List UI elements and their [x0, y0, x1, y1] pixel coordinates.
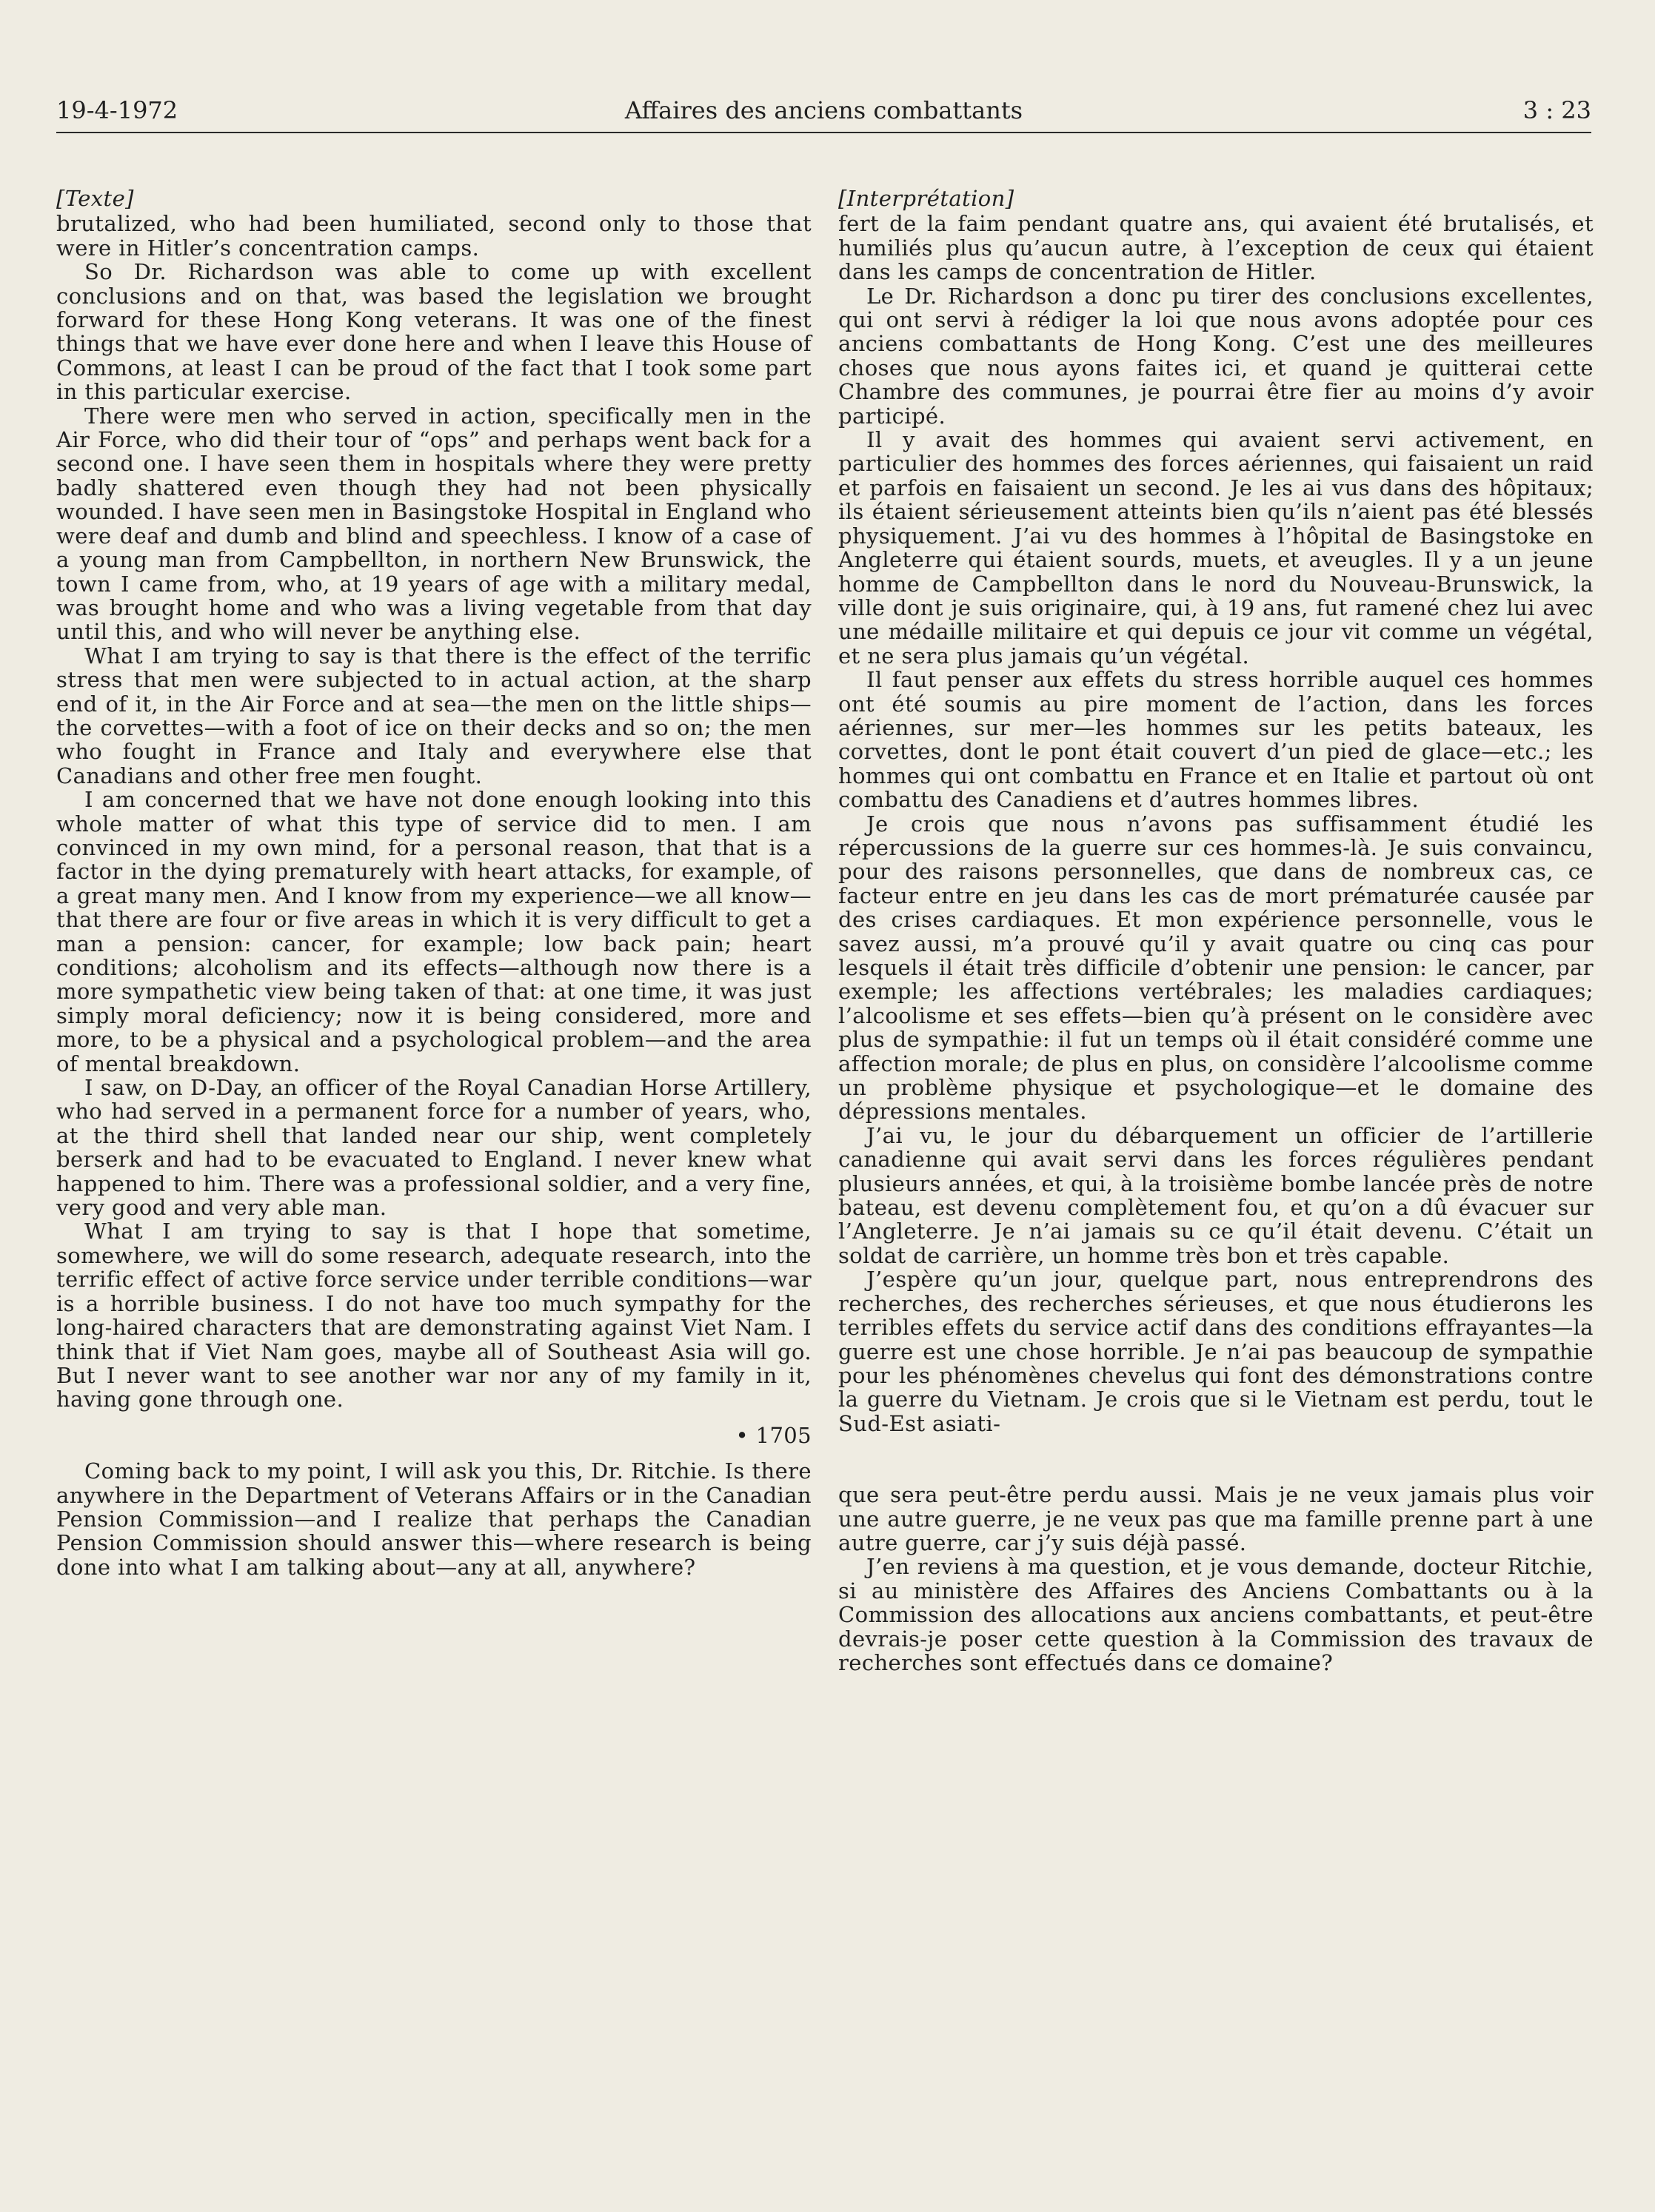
- header-date: 19-4-1972: [56, 96, 178, 124]
- header-title: Affaires des anciens combattants: [624, 96, 1023, 124]
- paragraph: J’en reviens à ma question, et je vous demande, docteur Ritchie, si au ministère des Affaires des Anciens Combattants ou à la Commission des allocations aux anciens combattants, et peut-être devrais-je poser cette question à la Commission des travaux de recherches sont effectués dans ce domaine?: [838, 1554, 1594, 1675]
- paragraph: J’espère qu’un jour, quelque part, nous entreprendrons des recherches, des recherches sérieuses, et que nous étudierons les terribles effets du service actif dans des conditions effrayantes—la guerre est une chose horrible. Je n’ai pas beaucoup de sympathie pour les phénomènes chevelus qui font des démonstrations contre la guerre du Vietnam. Je crois que si le Vietnam est perdu, tout le Sud-Est asiati-: [838, 1267, 1594, 1436]
- paragraph: What I am trying to say is that I hope that sometime, somewhere, we will do some research, adequate research, into the terrific effect of active force service under terrible conditions—war is a horrible business. I do not have too much sympathy for the long-haired characters that are demonstrating against Viet Nam. I think that if Viet Nam goes, maybe all of Southeast Asia will go. But I never want to see another war nor any of my family in it, having gone through one.: [56, 1219, 812, 1412]
- time-marker: • 1705: [735, 1422, 812, 1448]
- paragraph: Il faut penser aux effets du stress horrible auquel ces hommes ont été soumis au pire moment de l’action, dans les forces aériennes, sur mer—les hommes sur les petits bateaux, les corvettes, dont le pont était couvert d’un pied de glace—etc.; les hommes qui ont combattu en France et en Italie et partout où ont combattu des Canadiens et d’autres hommes libres.: [838, 667, 1594, 813]
- paragraph: I am concerned that we have not done enough looking into this whole matter of what this type of service did to men. I am convinced in my own mind, for a personal reason, that that is a factor in the dying prematurely with heart attacks, for example, of a great many men. And I know from my experience—we all know—that there are four or five areas in which it is very difficult to get a man a pension: cancer, for example; low back pain; heart conditions; alcoholism and its effects—although now there is a more sympathetic view being taken of that: at one time, it was just simply moral deficiency; now it is being considered, more and more, to be a physical and a psychological problem—and the area of mental breakdown.: [56, 787, 812, 1076]
- paragraph: Je crois que nous n’avons pas suffisamment étudié les répercussions de la guerre sur ces hommes-là. Je suis convaincu, pour des raisons personnelles, que dans de nombreux cas, ce facteur entre en jeu dans les cas de mort prématurée causée par des crises cardiaques. Et mon expérience personnelle, vous le savez aussi, m’a prouvé qu’il y avait quatre ou cinq cas pour lesquels il était très difficile d’obtenir une pension: le cancer, par exemple; les affections vertébrales; les maladies cardiaques; l’alcoolisme et ses effets—bien qu’à présent on le considère avec plus de sympathie: il fut un temps où il était considéré comme une affection morale; de plus en plus, on considère l’alcoolisme comme un problème physique et psychologique—et le domaine des dépressions mentales.: [838, 811, 1594, 1125]
- paragraph: J’ai vu, le jour du débarquement un officier de l’artillerie canadienne qui avait servi dans les forces régulières pendant plusieurs années, et qui, à la troisième bombe lancée près de notre bateau, est devenu complètement fou, et qu’on a dû évacuer sur l’Angleterre. Je n’ai jamais su ce qu’il était devenu. C’était un soldat de carrière, un homme très bon et très capable.: [838, 1122, 1594, 1268]
- paragraph: There were men who served in action, specifically men in the Air Force, who did their tour of “ops” and perhaps went back for a second one. I have seen them in hospitals where they were pretty badly shattered even though they had not been physically wounded. I have seen men in Basingstoke Hospital in England who were deaf and dumb and blind and speechless. I know of a case of a young man from Campbellton, in northern New Brunswick, the town I came from, who, at 19 years of age with a military medal, was brought home and who was a living vegetable from that day until this, and who will never be anything else.: [56, 403, 812, 645]
- english-column: [56, 187, 812, 1579]
- section-label-french: [Interprétation]: [838, 186, 1014, 211]
- paragraph: I saw, on D-Day, an officer of the Royal Canadian Horse Artillery, who had served in a permanent force for a number of years, who, at the third shell that landed near our ship, went completely berserk and had to be evacuated to England. I never knew what happened to him. There was a professional soldier, and a very fine, very good and very able man.: [56, 1075, 812, 1221]
- paragraph: So Dr. Richardson was able to come up with excellent conclusions and on that, was based the legislation we brought forward for these Hong Kong veterans. It was one of the finest things that we have ever done here and when I leave this House of Commons, at least I can be proud of the fact that I took some part in this particular exercise.: [56, 259, 812, 405]
- paragraph: que sera peut-être perdu aussi. Mais je ne veux jamais plus voir une autre guerre, je ne veux pas que ma famille prenne part à une autre guerre, car j’y suis déjà passé.: [838, 1482, 1594, 1555]
- paragraph: Le Dr. Richardson a donc pu tirer des conclusions excellentes, qui ont servi à rédiger la loi que nous avons adoptée pour ces anciens combattants de Hong Kong. C’est une des meilleures choses que nous ayons faites ici, et quand je quitterai cette Chambre des communes, je pourrai être fier au moins d’y avoir participé.: [838, 283, 1594, 429]
- french-column: [838, 187, 1594, 1675]
- paragraph: fert de la faim pendant quatre ans, qui avaient été brutalisés, et humiliés plus qu’aucun autre, à l’exception de ceux qui étaient dans les camps de concentration de Hitler.: [838, 211, 1594, 285]
- paragraph: Coming back to my point, I will ask you this, Dr. Ritchie. Is there anywhere in the Department of Veterans Affairs or in the Canadian Pension Commission—and I realize that perhaps the Canadian Pension Commission should answer this—where research is being done into what I am talking about—any at all, anywhere?: [56, 1458, 812, 1580]
- page-header: [56, 87, 1591, 133]
- paragraph: What I am trying to say is that there is the effect of the terrific stress that men were subjected to in actual action, at the sharp end of it, in the Air Force and at sea—the men on the little ships—the corvettes—with a foot of ice on their decks and so on; the men who fought in France and Italy and everywhere else that Canadians and other free men fought.: [56, 643, 812, 788]
- header-page-number: 3 : 23: [1522, 96, 1591, 124]
- section-label-english: [Texte]: [56, 186, 134, 211]
- paragraph: brutalized, who had been humiliated, second only to those that were in Hitler’s concentration camps.: [56, 211, 812, 261]
- column-gap: [838, 1435, 1594, 1483]
- paragraph: Il y avait des hommes qui avaient servi activement, en particulier des hommes des forces aériennes, qui faisaient un raid et parfois en faisaient un second. Je les ai vus dans des hôpitaux; ils étaient sérieusement atteints bien qu’ils n’aient pas été blessés physiquement. J’ai vu des hommes à l’hôpital de Basingstoke en Angleterre qui étaient sourds, muets, et aveugles. Il y a un jeune homme de Campbellton dans le nord du Nouveau-Brunswick, la ville dont je suis originaire, qui, à 19 ans, fut ramené chez lui avec une médaille militaire et qui depuis ce jour vit comme un végétal, et ne sera plus jamais qu’un végétal.: [838, 427, 1594, 668]
